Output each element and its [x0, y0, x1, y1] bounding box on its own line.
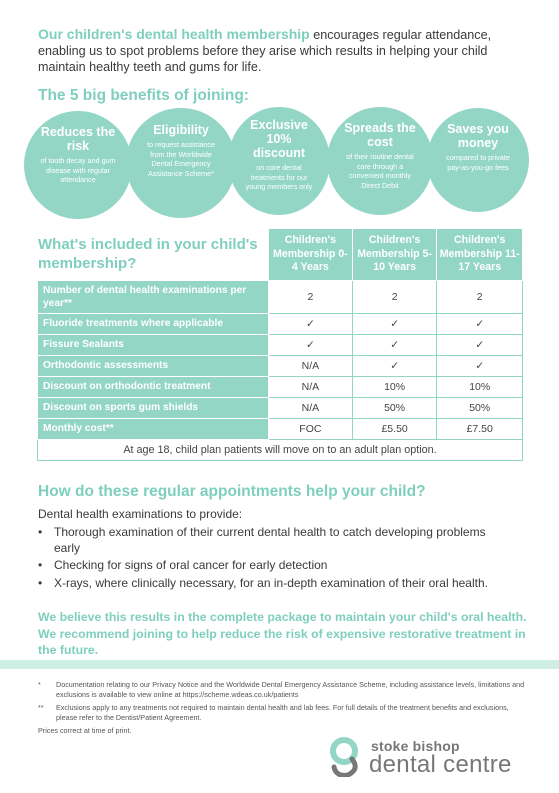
benefit-desc: of their routine dental care through a convenient monthly Direct Debit	[346, 152, 414, 190]
benefit-desc: compared to private pay-as-you-go fees	[446, 153, 510, 172]
appointments-intro: Dental health examinations to provide:	[38, 507, 243, 521]
footnote-text: Exclusions apply to any treatments not required to maintain dental health and lab fees. For full details of the treatment benefits and exclusions, please refer to the Dentist/Patient Agreement.	[56, 703, 509, 722]
list-item-text: Thorough examination of their current dental health to catch developing problems early	[54, 525, 486, 555]
table-row	[38, 376, 523, 397]
list-item	[38, 525, 508, 556]
list-item	[38, 576, 508, 592]
swirl-logo-icon	[330, 737, 364, 777]
benefit-title: Eligibility	[153, 123, 209, 137]
intro-text: encourages regular attendance, enabling us to spot problems before they arise which results in helping your child maintain healthy teeth and gums for life.	[38, 28, 492, 74]
benefit-title: Saves you money	[447, 122, 509, 150]
list-item-text: X-rays, where clinically necessary, for an in-depth examination of their oral health.	[54, 575, 488, 590]
row-value: £7.50	[437, 418, 523, 439]
table-row	[38, 280, 523, 313]
benefit-desc: of tooth decay and gum disease with regular attendance	[40, 156, 116, 184]
intro-paragraph	[38, 26, 538, 75]
benefit-circle-reduces-risk	[24, 111, 132, 219]
row-label: Fluoride treatments where applicable	[38, 313, 269, 334]
table-row	[38, 397, 523, 418]
row-value: 2	[352, 280, 437, 313]
row-value: ✓	[352, 355, 437, 376]
divider-band	[0, 660, 559, 669]
footnote	[38, 680, 528, 700]
bullet-icon: •	[38, 558, 43, 572]
row-label: Number of dental health examinations per year**	[38, 280, 269, 313]
row-value: ✓	[437, 355, 523, 376]
row-value: £5.50	[352, 418, 437, 439]
row-label: Discount on orthodontic treatment	[38, 376, 269, 397]
table-row	[38, 313, 523, 334]
row-value: 2	[269, 280, 353, 313]
benefits-heading: The 5 big benefits of joining:	[38, 87, 249, 104]
row-value: N/A	[269, 376, 353, 397]
footnotes	[38, 680, 528, 736]
table-row	[38, 355, 523, 376]
benefit-title: Reduces the risk	[40, 125, 116, 153]
table-header-row	[38, 229, 523, 281]
row-value: ✓	[437, 313, 523, 334]
row-value: 2	[437, 280, 523, 313]
row-label: Fissure Sealants	[38, 334, 269, 355]
benefit-circle-eligibility	[126, 108, 236, 218]
table-row	[38, 418, 523, 439]
row-value: ✓	[437, 334, 523, 355]
conclusion-text: We believe this results in the complete package to maintain your child's oral health. We recommend joining to help reduce the risk of expensive restorative treatment in the future.	[38, 610, 527, 657]
table-title: What's included in your child's membership?	[38, 229, 269, 281]
benefit-desc: to request assistance from the Worldwide Dental Emergency Assistance Scheme*	[147, 140, 215, 178]
membership-table	[37, 228, 523, 461]
appointments-heading: How do these regular appointments help your child?	[38, 483, 426, 500]
benefit-title: Exclusive 10% discount	[250, 118, 308, 160]
column-header-5-10: Children's Membership 5-10 Years	[352, 229, 437, 281]
row-value: ✓	[352, 334, 437, 355]
benefit-title: Spreads the cost	[344, 121, 416, 149]
logo-line-2: dental centre	[369, 751, 512, 778]
benefit-circle-spreads-cost	[327, 107, 433, 215]
row-value: FOC	[269, 418, 353, 439]
benefit-circle-discount	[228, 107, 330, 215]
footnote-marker: **	[38, 703, 44, 712]
row-label: Orthodontic assessments	[38, 355, 269, 376]
list-item-text: Checking for signs of oral cancer for early detection	[54, 558, 328, 572]
table-row	[38, 334, 523, 355]
row-label: Monthly cost**	[38, 418, 269, 439]
row-value: ✓	[269, 334, 353, 355]
benefit-circle-saves-money	[427, 108, 529, 212]
footnote	[38, 703, 528, 723]
row-value: ✓	[269, 313, 353, 334]
list-item	[38, 558, 508, 574]
bullet-icon: •	[38, 525, 43, 539]
row-value: 50%	[437, 397, 523, 418]
logo-line-1: stoke bishop	[371, 738, 460, 754]
footnote-text: Documentation relating to our Privacy Notice and the Worldwide Dental Emergency Assistance Scheme, including assistance levels, limitations and exclusions is available to view online at https://scheme.wdeas.co.uk/patients	[56, 680, 525, 699]
row-value: N/A	[269, 355, 353, 376]
row-label: Discount on sports gum shields	[38, 397, 269, 418]
row-value: ✓	[352, 313, 437, 334]
column-header-11-17: Children's Membership 11-17 Years	[437, 229, 523, 281]
intro-highlight: Our children's dental health membership	[38, 26, 310, 42]
row-value: 10%	[437, 376, 523, 397]
row-value: N/A	[269, 397, 353, 418]
table-note-row	[38, 439, 523, 460]
column-header-0-4: Children's Membership 0-4 Years	[269, 229, 353, 281]
table-note: At age 18, child plan patients will move on to an adult plan option.	[38, 439, 523, 460]
appointments-list	[38, 525, 508, 593]
footnote-marker: *	[38, 680, 41, 689]
row-value: 50%	[352, 397, 437, 418]
prices-note: Prices correct at time of print.	[38, 726, 132, 735]
row-value: 10%	[352, 376, 437, 397]
benefit-desc: on core dental treatments for our young members only	[245, 163, 313, 191]
bullet-icon: •	[38, 575, 43, 590]
